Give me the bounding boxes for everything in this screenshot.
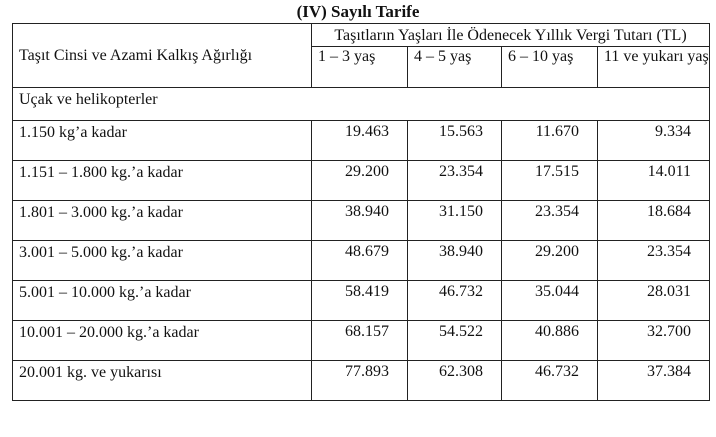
tax-value-cell xyxy=(312,321,408,361)
tax-value: 18.684 xyxy=(647,203,691,220)
tax-value-cell xyxy=(502,161,598,201)
weight-class-label: 20.001 kg. ve yukarısı xyxy=(13,361,312,401)
weight-class-label: 1.801 – 3.000 kg.’a kadar xyxy=(13,201,312,241)
tax-value-cell xyxy=(312,281,408,321)
tax-value-cell xyxy=(408,281,502,321)
tax-value: 38.940 xyxy=(439,243,483,260)
tax-value-cell xyxy=(408,361,502,401)
page-title: (IV) Sayılı Tarife xyxy=(296,2,420,21)
tax-value: 46.732 xyxy=(439,283,483,300)
tax-value-cell xyxy=(312,361,408,401)
tariff-table xyxy=(12,23,710,401)
age-column-header: 6 – 10 yaş xyxy=(502,47,598,88)
tax-value: 14.011 xyxy=(647,163,691,180)
table-row xyxy=(13,361,710,401)
header-row-1 xyxy=(13,24,710,47)
table-row xyxy=(13,161,710,201)
tax-value: 19.463 xyxy=(345,123,389,140)
weight-class-label: 1.150 kg’a kadar xyxy=(13,121,312,161)
tax-value-cell xyxy=(502,201,598,241)
table-row xyxy=(13,241,710,281)
tax-value-cell xyxy=(312,201,408,241)
table-row xyxy=(13,121,710,161)
weight-class-label: 10.001 – 20.000 kg.’a kadar xyxy=(13,321,312,361)
tax-value: 48.679 xyxy=(345,243,389,260)
vehicle-type-header: Taşıt Cinsi ve Azami Kalkış Ağırlığı xyxy=(13,24,312,88)
tax-value: 35.044 xyxy=(535,283,579,300)
table-row xyxy=(13,281,710,321)
tax-value: 31.150 xyxy=(439,203,483,220)
tax-value-cell xyxy=(598,361,710,401)
tax-value-cell xyxy=(598,161,710,201)
tax-value-cell xyxy=(598,281,710,321)
tax-value-cell xyxy=(598,121,710,161)
tax-value-cell xyxy=(502,361,598,401)
tax-value-cell xyxy=(502,241,598,281)
section-label: Uçak ve helikopterler xyxy=(13,88,710,121)
weight-class-label: 3.001 – 5.000 kg.’a kadar xyxy=(13,241,312,281)
tax-value-cell xyxy=(598,241,710,281)
tax-value-cell xyxy=(408,321,502,361)
age-column-header: 4 – 5 yaş xyxy=(408,47,502,88)
tax-value-cell xyxy=(408,201,502,241)
tax-value-cell xyxy=(312,241,408,281)
tax-value: 17.515 xyxy=(535,163,579,180)
tax-value: 23.354 xyxy=(535,203,579,220)
table-row xyxy=(13,201,710,241)
tax-value-cell xyxy=(312,161,408,201)
tax-value: 62.308 xyxy=(439,363,483,380)
age-column-header: 1 – 3 yaş xyxy=(312,47,408,88)
weight-class-label: 1.151 – 1.800 kg.’a kadar xyxy=(13,161,312,201)
tax-value: 23.354 xyxy=(439,163,483,180)
age-column-header: 11 ve yukarı yaş xyxy=(598,47,710,88)
tax-value: 29.200 xyxy=(535,243,579,260)
tax-value-cell xyxy=(598,201,710,241)
tax-value: 29.200 xyxy=(345,163,389,180)
tax-value-cell xyxy=(502,121,598,161)
tax-amount-header: Taşıtların Yaşları İle Ödenecek Yıllık Vergi Tutarı (TL) xyxy=(312,24,710,47)
tax-value: 58.419 xyxy=(345,283,389,300)
tax-value: 15.563 xyxy=(439,123,483,140)
tax-value: 9.334 xyxy=(655,123,691,140)
tax-value: 11.670 xyxy=(535,123,579,140)
tax-value: 68.157 xyxy=(345,323,389,340)
tax-value: 32.700 xyxy=(647,323,691,340)
tax-value: 28.031 xyxy=(647,283,691,300)
tax-value: 54.522 xyxy=(439,323,483,340)
tax-value-cell xyxy=(408,121,502,161)
tax-value-cell xyxy=(502,321,598,361)
tax-value-cell xyxy=(502,281,598,321)
tax-value: 37.384 xyxy=(647,363,691,380)
tax-value: 23.354 xyxy=(647,243,691,260)
tax-value: 38.940 xyxy=(345,203,389,220)
tax-value: 77.893 xyxy=(345,363,389,380)
tax-value-cell xyxy=(598,321,710,361)
tax-value-cell xyxy=(408,161,502,201)
table-row xyxy=(13,321,710,361)
tax-value: 40.886 xyxy=(535,323,579,340)
tax-value-cell xyxy=(312,121,408,161)
weight-class-label: 5.001 – 10.000 kg.’a kadar xyxy=(13,281,312,321)
tax-value-cell xyxy=(408,241,502,281)
section-row xyxy=(13,88,710,121)
tax-value: 46.732 xyxy=(535,363,579,380)
